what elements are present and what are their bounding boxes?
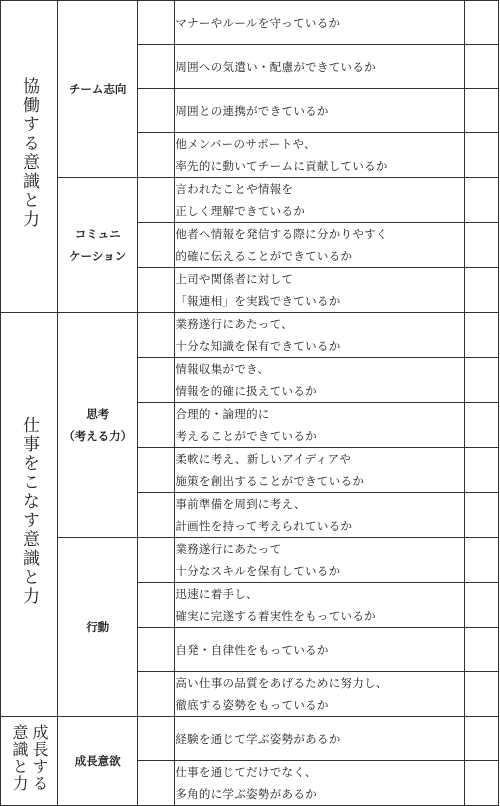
score-cell[interactable] bbox=[464, 1, 498, 45]
item-text: 上司や関係者に対して 「報連相」を実践できているか bbox=[175, 268, 465, 313]
item-text: 事前準備を周到に考え、 計画性を持って考えられているか bbox=[175, 493, 465, 538]
subgroup-cell bbox=[58, 1, 138, 178]
blank-cell[interactable] bbox=[138, 358, 175, 403]
subgroup-label: チーム志向 bbox=[68, 82, 127, 96]
score-cell[interactable] bbox=[464, 358, 498, 403]
table-row bbox=[1, 1, 499, 45]
table-row bbox=[1, 313, 499, 358]
category-cell bbox=[1, 1, 58, 313]
table-row bbox=[1, 717, 499, 761]
category-label: 成長する意識と力 bbox=[10, 723, 50, 792]
score-cell[interactable] bbox=[464, 223, 498, 268]
score-cell[interactable] bbox=[464, 89, 498, 133]
blank-cell[interactable] bbox=[138, 717, 175, 761]
subgroup-cell bbox=[58, 538, 138, 717]
item-text: 周囲への気遣い・配慮ができているか bbox=[175, 45, 465, 89]
subgroup-label: コミュニ ケーション bbox=[69, 227, 127, 263]
score-cell[interactable] bbox=[464, 178, 498, 223]
item-text: 業務遂行にあたって 十分なスキルを保有しているか bbox=[175, 538, 465, 583]
score-cell[interactable] bbox=[464, 448, 498, 493]
score-cell[interactable] bbox=[464, 717, 498, 761]
blank-cell[interactable] bbox=[138, 178, 175, 223]
blank-cell[interactable] bbox=[138, 448, 175, 493]
subgroup-cell bbox=[58, 717, 138, 806]
score-cell[interactable] bbox=[464, 313, 498, 358]
blank-cell[interactable] bbox=[138, 583, 175, 628]
score-cell[interactable] bbox=[464, 45, 498, 89]
score-cell[interactable] bbox=[464, 672, 498, 717]
table-row bbox=[1, 178, 499, 223]
item-text: 仕事を通じてだけでなく、 多角的に学ぶ姿勢があるか bbox=[175, 761, 465, 806]
blank-cell[interactable] bbox=[138, 493, 175, 538]
subgroup-label: 思考 （考える力） bbox=[63, 407, 133, 443]
table-row bbox=[1, 538, 499, 583]
blank-cell[interactable] bbox=[138, 403, 175, 448]
item-text: 情報収集ができ、 情報を的確に扱えているか bbox=[175, 358, 465, 403]
item-text: 他者へ情報を発信する際に分かりやすく 的確に伝えることができているか bbox=[175, 223, 465, 268]
score-cell[interactable] bbox=[464, 628, 498, 672]
blank-cell[interactable] bbox=[138, 223, 175, 268]
blank-cell[interactable] bbox=[138, 268, 175, 313]
item-text: 業務遂行にあたって、 十分な知識を保有できているか bbox=[175, 313, 465, 358]
category-label: 協働する意識と力 bbox=[19, 77, 40, 229]
blank-cell[interactable] bbox=[138, 672, 175, 717]
subgroup-label: 行動 bbox=[86, 620, 110, 634]
blank-cell[interactable] bbox=[138, 45, 175, 89]
item-text: 高い仕事の品質をあげるために努力し、 徹底する姿勢をもっているか bbox=[175, 672, 465, 717]
category-cell bbox=[1, 313, 58, 717]
item-text: 迅速に着手し、 確実に完遂する着実性をもっているか bbox=[175, 583, 465, 628]
item-text: 経験を通じて学ぶ姿勢があるか bbox=[175, 717, 465, 761]
score-cell[interactable] bbox=[464, 538, 498, 583]
item-text: 周囲との連携ができているか bbox=[175, 89, 465, 133]
blank-cell[interactable] bbox=[138, 133, 175, 178]
score-cell[interactable] bbox=[464, 133, 498, 178]
score-cell[interactable] bbox=[464, 583, 498, 628]
blank-cell[interactable] bbox=[138, 628, 175, 672]
item-text: 自発・自律性をもっているか bbox=[175, 628, 465, 672]
blank-cell[interactable] bbox=[138, 313, 175, 358]
category-label: 仕事をこなす意識と力 bbox=[19, 416, 40, 606]
score-cell[interactable] bbox=[464, 493, 498, 538]
item-text: 言われたことや情報を 正しく理解できているか bbox=[175, 178, 465, 223]
subgroup-label: 成長意欲 bbox=[74, 754, 121, 768]
score-cell[interactable] bbox=[464, 403, 498, 448]
item-text: 柔軟に考え、新しいアイディアや 施策を創出することができているか bbox=[175, 448, 465, 493]
item-text: マナーやルールを守っているか bbox=[175, 1, 465, 45]
item-text: 他メンバーのサポートや、 率先的に動いてチームに貢献しているか bbox=[175, 133, 465, 178]
blank-cell[interactable] bbox=[138, 89, 175, 133]
subgroup-cell bbox=[58, 313, 138, 538]
subgroup-cell bbox=[58, 178, 138, 313]
score-cell[interactable] bbox=[464, 761, 498, 806]
blank-cell[interactable] bbox=[138, 1, 175, 45]
category-cell bbox=[1, 717, 58, 806]
blank-cell[interactable] bbox=[138, 761, 175, 806]
score-cell[interactable] bbox=[464, 268, 498, 313]
item-text: 合理的・論理的に 考えることができているか bbox=[175, 403, 465, 448]
blank-cell[interactable] bbox=[138, 538, 175, 583]
